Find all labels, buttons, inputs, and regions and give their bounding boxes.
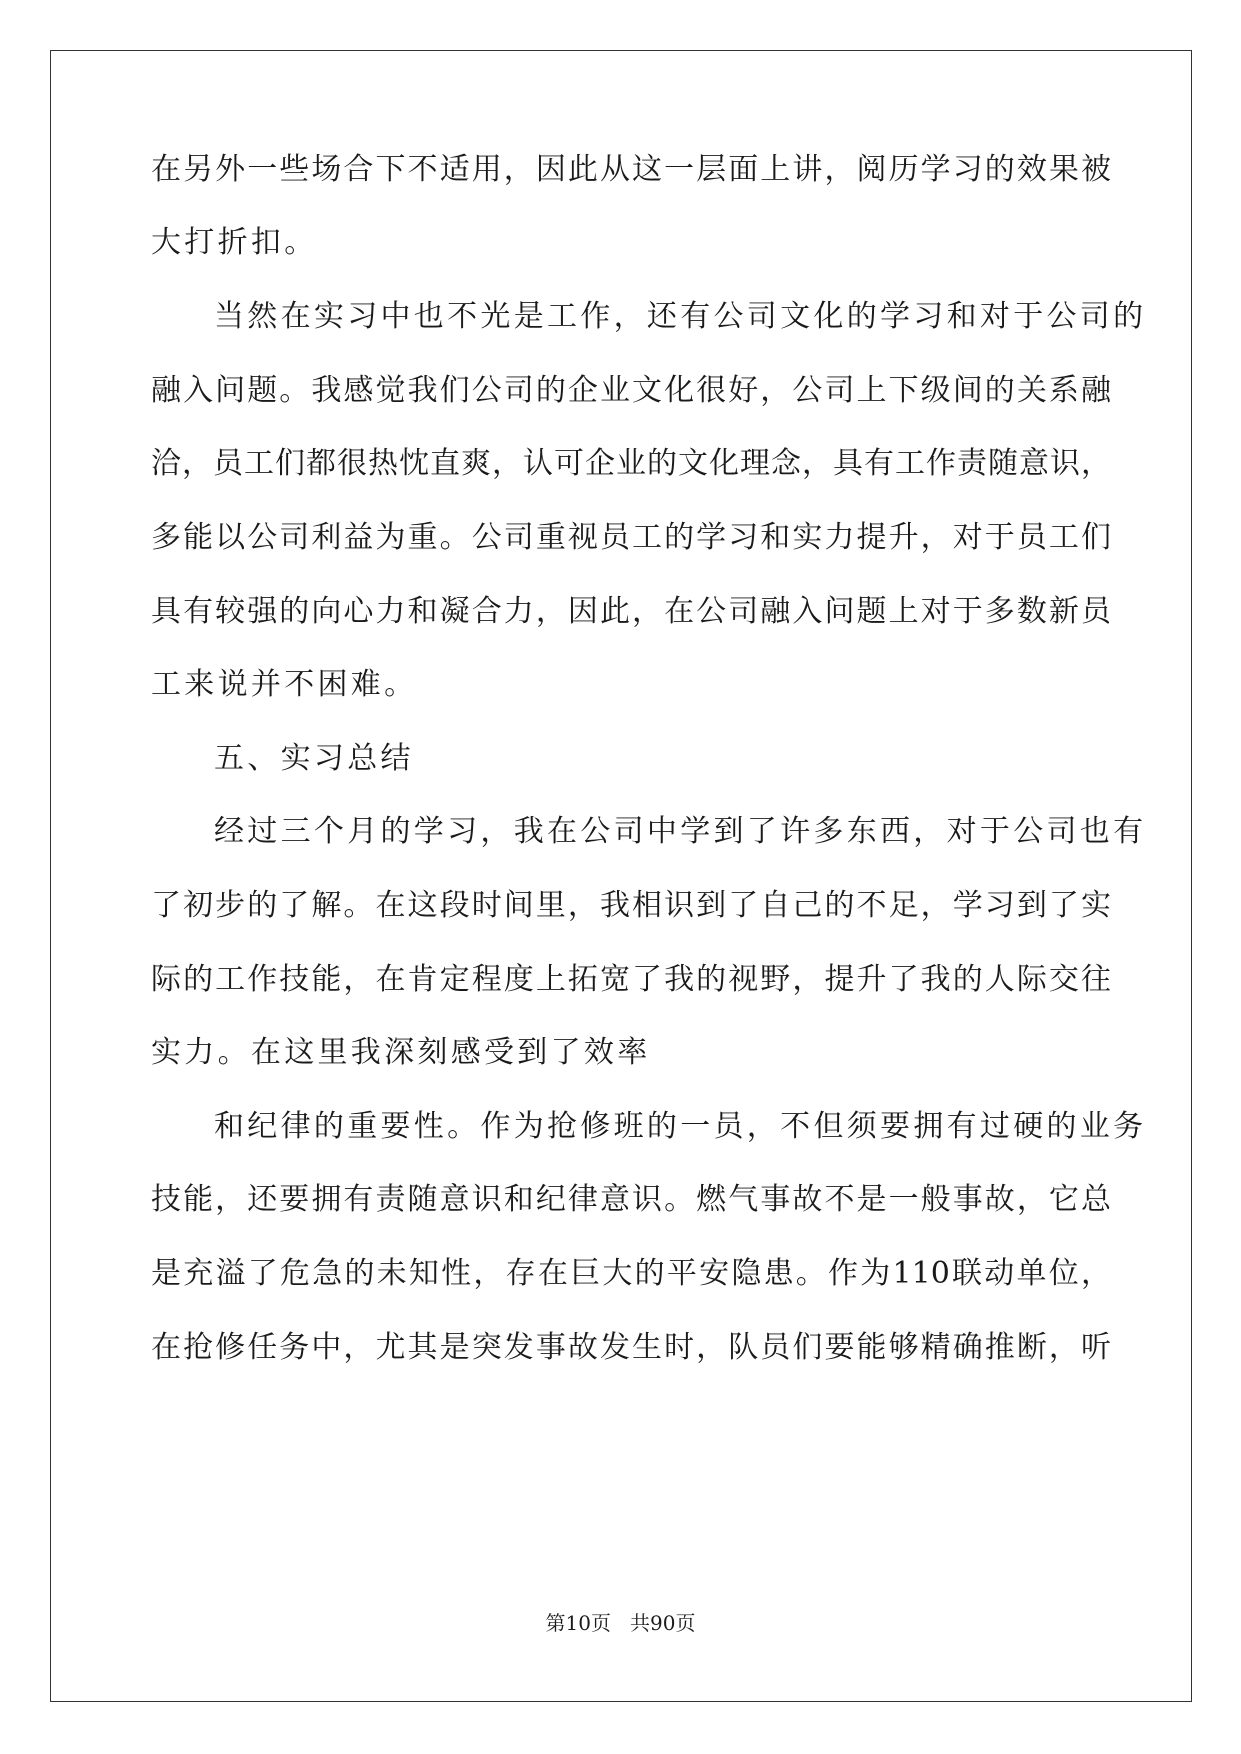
text-line: 实力。在这里我深刻感受到了效率: [151, 1035, 651, 1070]
text-line: 在抢修任务中，尤其是突发事故发生时，队员们要能够精确推断，听: [151, 1330, 1111, 1365]
document-body: [151, 0, 1147, 1600]
section-heading: 五、实习总结: [214, 741, 414, 776]
page-total: 共90页: [630, 1611, 696, 1635]
text-line: 洽，员工们都很热忱直爽，认可企业的文化理念，具有工作责随意识，: [151, 446, 1111, 481]
text-line: 在另外一些场合下不适用，因此从这一层面上讲，阅历学习的效果被: [151, 152, 1111, 187]
text-line: 了初步的了解。在这段时间里，我相识到了自己的不足，学习到了实: [151, 888, 1111, 923]
text-line: 融入问题。我感觉我们公司的企业文化很好，公司上下级间的关系融: [151, 373, 1111, 408]
page-number: 第10页: [545, 1611, 611, 1635]
text-line: 际的工作技能，在肯定程度上拓宽了我的视野，提升了我的人际交往: [151, 962, 1111, 997]
text-line: 是充溢了危急的未知性，存在巨大的平安隐患。作为110联动单位，: [151, 1256, 1111, 1291]
text-line: 和纪律的重要性。作为抢修班的一员，不但须要拥有过硬的业务: [214, 1109, 1147, 1144]
text-line: 工来说并不困难。: [151, 667, 418, 702]
text-line: 大打折扣。: [151, 225, 318, 260]
page-footer: [0, 1610, 1241, 1636]
text-line: 多能以公司利益为重。公司重视员工的学习和实力提升，对于员工们: [151, 520, 1111, 555]
text-line: 具有较强的向心力和凝合力，因此，在公司融入问题上对于多数新员: [151, 594, 1111, 629]
text-line: 技能，还要拥有责随意识和纪律意识。燃气事故不是一般事故，它总: [151, 1182, 1111, 1217]
text-line: 当然在实习中也不光是工作，还有公司文化的学习和对于公司的: [214, 299, 1147, 334]
text-line: 经过三个月的学习，我在公司中学到了许多东西，对于公司也有: [214, 814, 1147, 849]
